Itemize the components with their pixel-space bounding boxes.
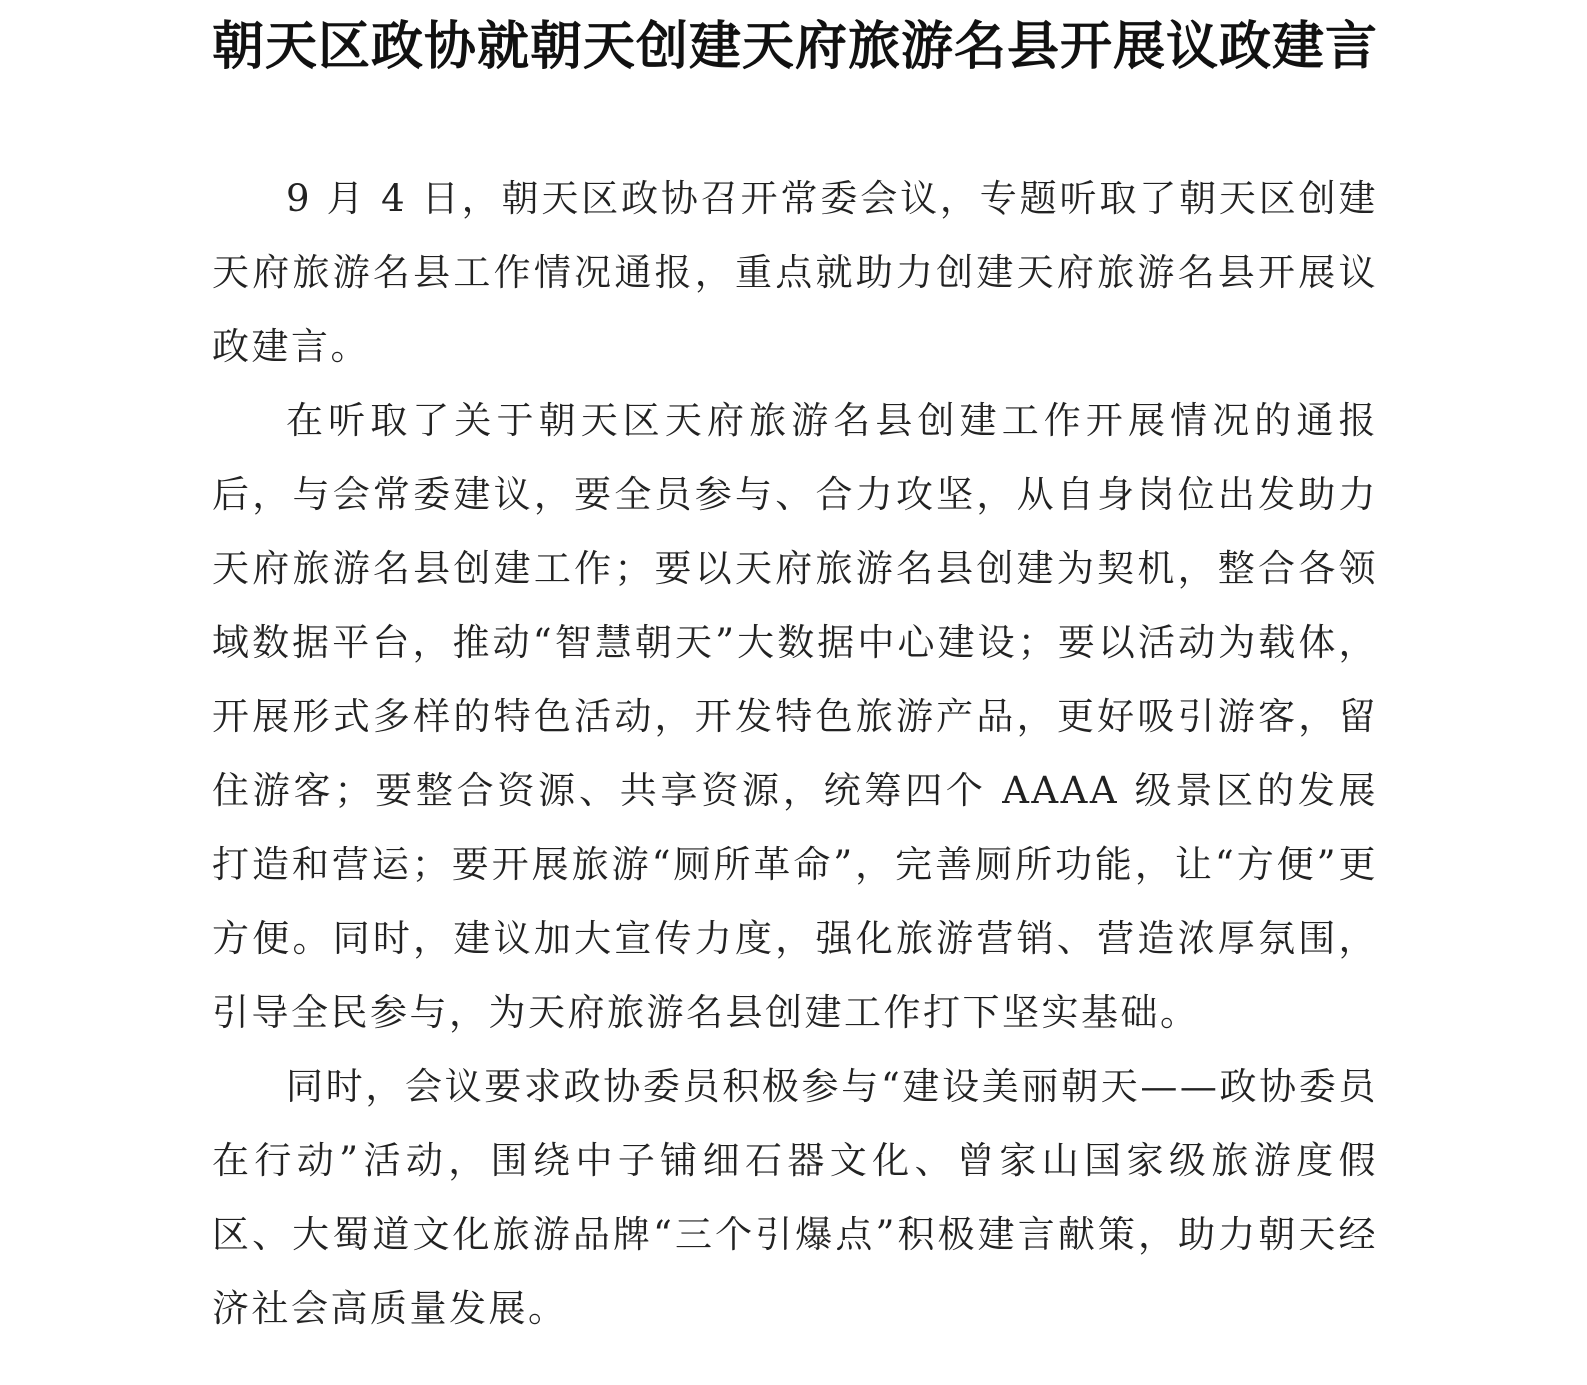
document-title: 朝天区政协就朝天创建天府旅游名县开展议政建言 <box>211 16 1378 77</box>
paragraph-1: 9 月 4 日，朝天区政协召开常委会议，专题听取了朝天区创建天府旅游名县工作情况通报，重点就助力创建天府旅游名县开展议政建言。 <box>212 177 1378 368</box>
paragraph-3: 同时，会议要求政协委员积极参与“建设美丽朝天——政协委员在行动”活动，围绕中子铺细石器文化、曾家山国家级旅游度假区、大蜀道文化旅游品牌“三个引爆点”积极建言献策，助力朝天经济社会高质量发展。 <box>212 1065 1378 1330</box>
paragraph-2: 在听取了关于朝天区天府旅游名县创建工作开展情况的通报后，与会常委建议，要全员参与、合力攻坚，从自身岗位出发助力天府旅游名县创建工作；要以天府旅游名县创建为契机，整合各领域数据平台，推动“智慧朝天”大数据中心建设；要以活动为载体，开展形式多样的特色活动，开发特色旅游产品，更好吸引游客，留住游客；要整合资源、共享资源，统筹四个 AAAA 级景区的发展打造和营运；要开展旅游“厕所革命”，完善厕所功能，让“方便”更方便。同时，建议加大宣传力度，强化旅游营销、营造浓厚氛围，引导全民参与，为天府旅游名县创建工作打下坚实基础。 <box>212 399 1378 1034</box>
document-body <box>212 162 1378 1346</box>
